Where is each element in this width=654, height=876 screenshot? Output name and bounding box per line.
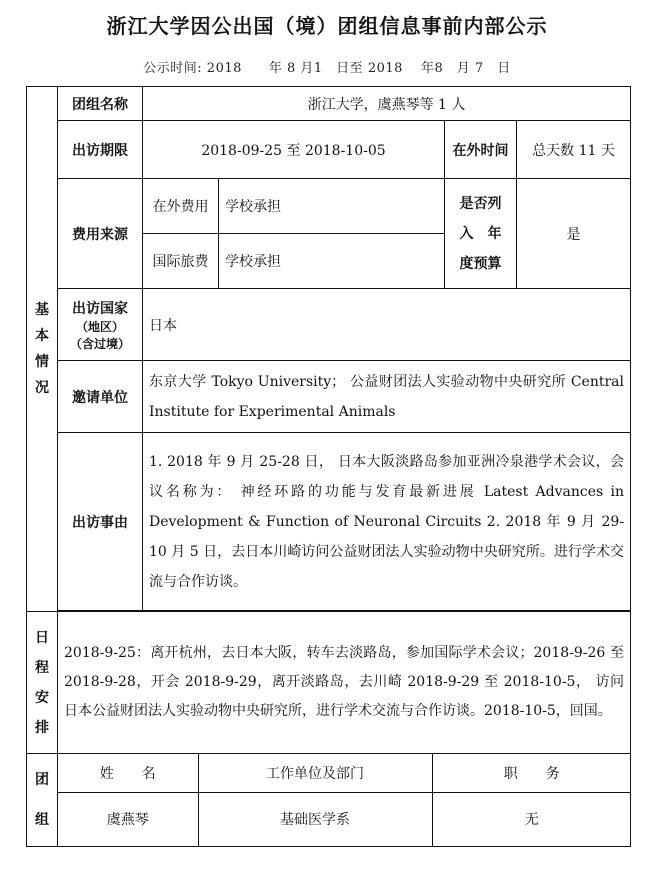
budget-label-line2: 入 年 [459, 225, 502, 242]
inviter-value: 东京大学 Tokyo University； 公益财团法人实验动物中央研究所 Central Institute for Experimental Animals [143, 361, 631, 433]
purpose-value: 1. 2018 年 9 月 25-28 日， 日本大阪淡路岛参加亚洲冷泉港学术会议，会议名称为： 神经环路的功能与发育最新进展 Latest Advances in Development & Function of Neuronal Circuits 2. 2018 年 9 月 29-10 月 5 日，去日本川崎访问公益财团法人实验动物中央研究所。进行学术交流与合作访谈。 [143, 433, 631, 611]
schedule-text: 2018-9-25：离开杭州，去日本大阪，转车去淡路岛，参加国际学术会议；2018-9-26 至 2018-9-28，开会 2018-9-29，离开淡路岛，去川崎 2018-9-29 至 2018-10-5， 访问日本公益财团法人实验动物中央研究所，进行学术交流与合作访谈。2018-10-5，回国。 [58, 612, 631, 754]
publish-date: 公示时间: 2018 年 8 月1 日至 2018 年8 月 7 日 [143, 61, 511, 76]
abroad-cost-value: 学校承担 [219, 179, 445, 234]
group-name-label: 团组名称 [58, 87, 143, 121]
budget-value: 是 [517, 179, 631, 289]
budget-label [445, 179, 517, 289]
budget-label-line3: 度预算 [459, 255, 502, 272]
member-title: 无 [432, 792, 631, 846]
intl-travel-label: 国际旅费 [143, 234, 219, 289]
members-cell [58, 754, 631, 847]
members-header-unit: 工作单位及部门 [198, 754, 432, 792]
country-label [58, 289, 143, 361]
abroad-cost-label: 在外费用 [143, 179, 219, 234]
section-basic-label [27, 87, 58, 612]
purpose-label: 出访事由 [58, 433, 143, 611]
intl-travel-value: 学校承担 [219, 234, 445, 289]
member-name: 虞燕琴 [58, 792, 198, 846]
country-label-sub2: （含过境） [69, 336, 130, 351]
country-label-main: 出访国家 [72, 300, 128, 317]
funding-label: 费用来源 [58, 179, 143, 289]
section-group-label [27, 754, 58, 847]
days-label: 在外时间 [445, 121, 517, 179]
members-header-name: 姓 名 [58, 754, 198, 792]
budget-label-line1: 是否列 [459, 195, 502, 212]
country-label-sub1: （地区） [75, 319, 124, 334]
days-value: 总天数 11 天 [517, 121, 631, 179]
member-unit: 基础医学系 [198, 792, 432, 846]
group-name-value: 浙江大学，虞燕琴等 1 人 [143, 87, 631, 121]
section-group-text: 团组 [35, 772, 49, 828]
section-schedule-text: 日程安排 [35, 629, 49, 736]
section-basic-text: 基本情况 [35, 302, 49, 396]
country-value: 日本 [143, 289, 631, 361]
page-title: 浙江大学因公出国（境）团组信息事前内部公示 [106, 14, 548, 38]
members-header-title: 职 务 [432, 754, 631, 792]
period-value: 2018-09-25 至 2018-10-05 [143, 121, 445, 179]
inviter-label: 邀请单位 [58, 361, 143, 433]
members-table [58, 754, 631, 846]
info-form [26, 86, 631, 847]
period-label: 出访期限 [58, 121, 143, 179]
section-schedule-label [27, 612, 58, 754]
